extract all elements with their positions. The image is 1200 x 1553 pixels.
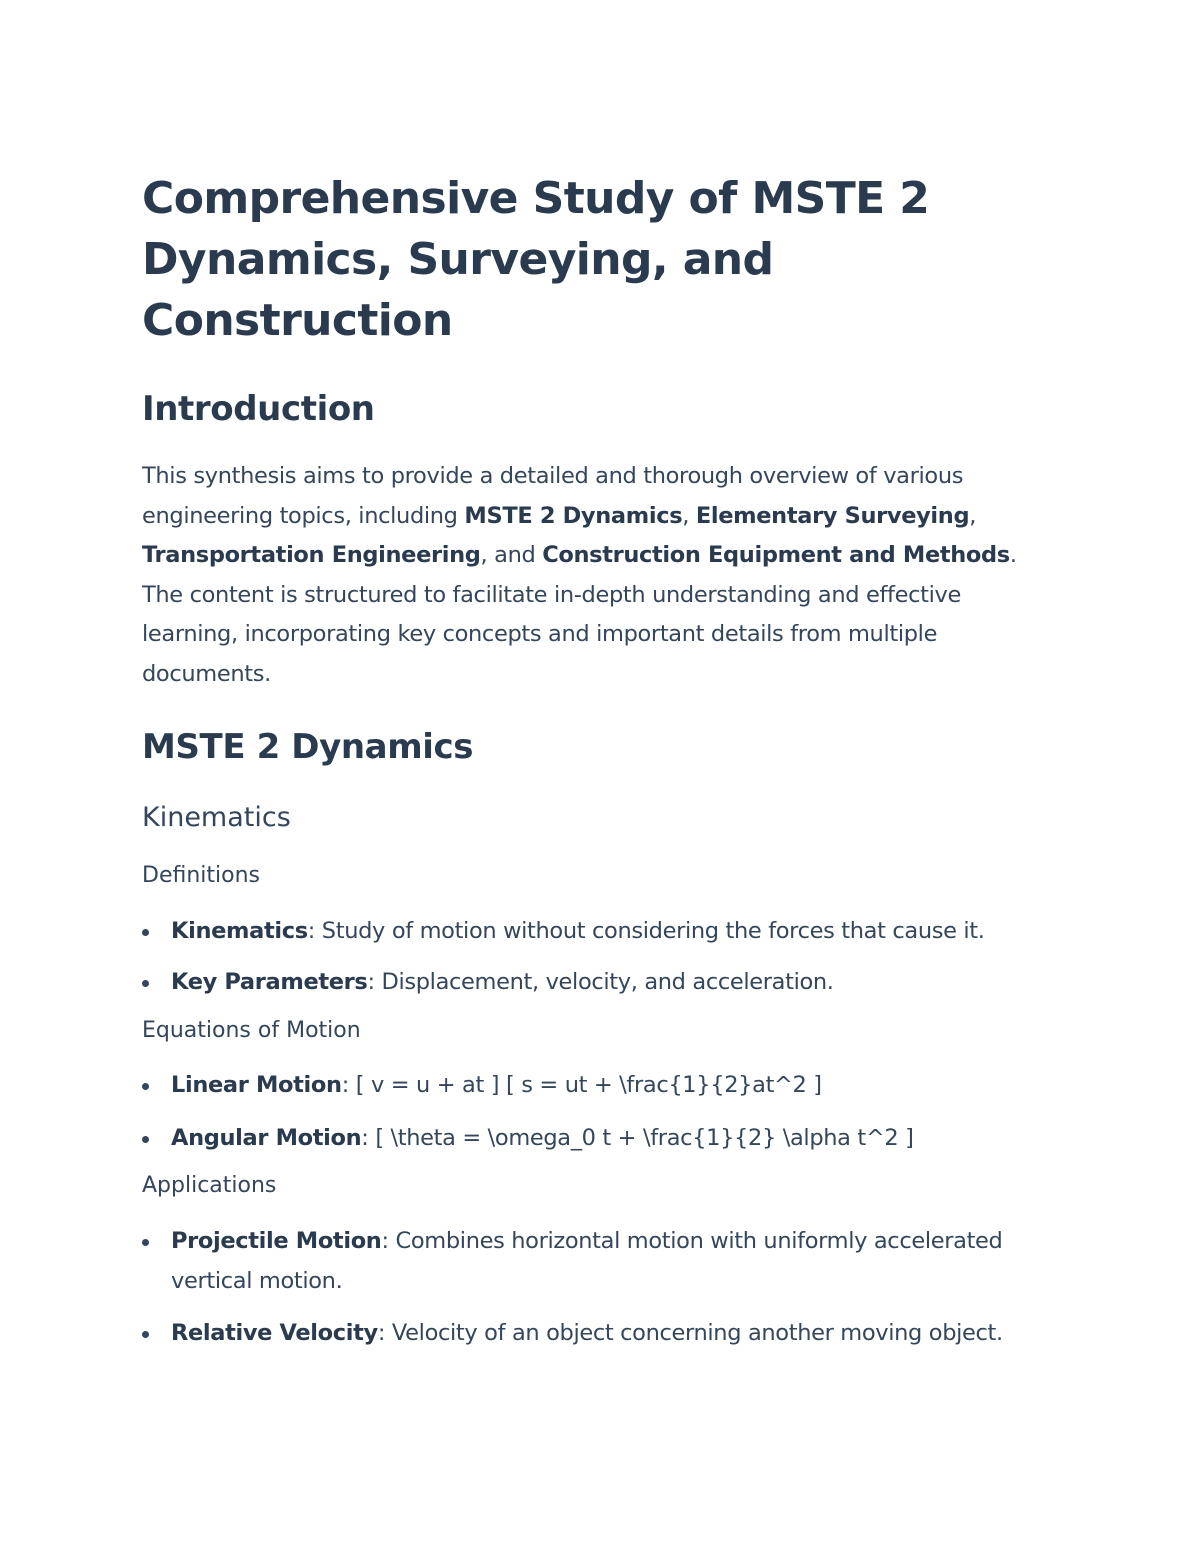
list-item: Projectile Motion: Combines horizontal motion with uniformly accelerated vertical motion. [142, 1222, 1062, 1301]
bullet-icon [142, 1331, 149, 1338]
bullet-icon [142, 1239, 149, 1246]
introduction-heading: Introduction [142, 389, 375, 429]
equations-list [142, 1066, 1062, 1159]
applications-heading: Applications [142, 1172, 277, 1198]
list-item: Key Parameters: Displacement, velocity, and acceleration. [142, 963, 1062, 1003]
emphasis-mste-dynamics: MSTE 2 Dynamics [464, 502, 683, 529]
definitions-heading: Definitions [142, 862, 260, 888]
list-item: Linear Motion: [ v = u + at ] [ s = ut + \frac{1}{2}at^2 ] [142, 1066, 1062, 1106]
kinematics-heading: Kinematics [142, 801, 291, 833]
title-line-1: Comprehensive Study of MSTE 2 [142, 173, 930, 224]
bullet-icon [142, 929, 149, 936]
document-page [142, 168, 1062, 1354]
bullet-icon [142, 980, 149, 987]
document-title [142, 168, 1062, 351]
title-line-2: Dynamics, Surveying, and Construction [142, 234, 774, 346]
emphasis-elementary-surveying: Elementary Surveying [695, 502, 970, 529]
introduction-paragraph: This synthesis aims to provide a detailed and thorough overview of various engineering topics, including MSTE 2 Dynamics, Elementary Surveying, Transportation Engineering, and Construction Equipment and Methods. The content is structured to facilitate in-depth understanding and effective learning, incorporating key concepts and important details from multiple documents. [142, 463, 1017, 687]
list-item: Relative Velocity: Velocity of an object concerning another moving object. [142, 1314, 1062, 1354]
applications-list [142, 1222, 1062, 1354]
definitions-list [142, 912, 1062, 1003]
list-item: Kinematics: Study of motion without considering the forces that cause it. [142, 912, 1062, 952]
dynamics-heading: MSTE 2 Dynamics [142, 726, 474, 767]
emphasis-construction-equipment: Construction Equipment and Methods [542, 542, 1010, 569]
bullet-icon [142, 1136, 149, 1143]
bullet-icon [142, 1083, 149, 1090]
emphasis-transportation-engineering: Transportation Engineering [142, 542, 481, 569]
equations-heading: Equations of Motion [142, 1017, 361, 1043]
list-item: Angular Motion: [ \theta = \omega_0 t + \frac{1}{2} \alpha t^2 ] [142, 1119, 1062, 1159]
